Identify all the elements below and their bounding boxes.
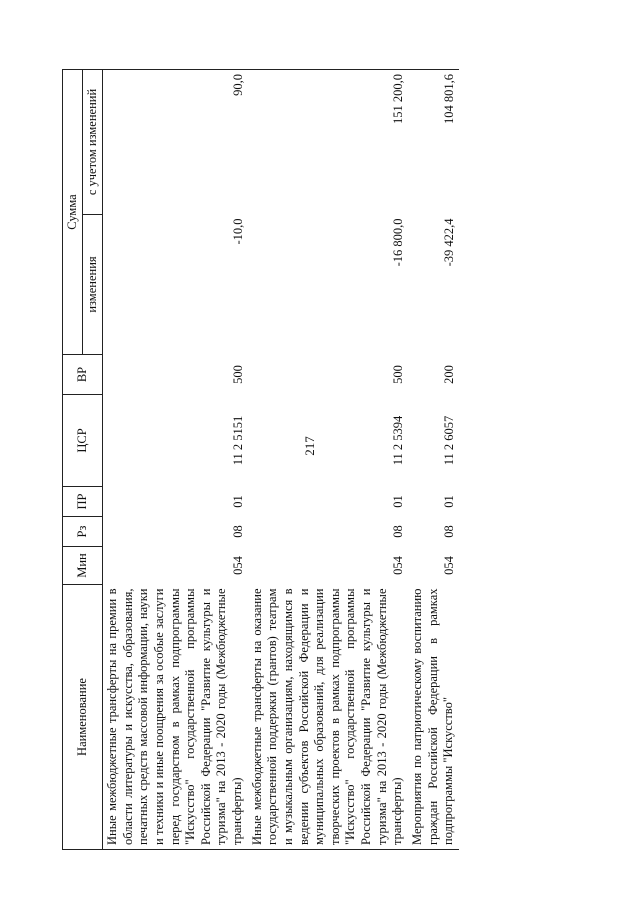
table-row [408, 70, 459, 850]
header-name: Наименование [63, 585, 103, 850]
header-rz: Рз [63, 517, 103, 547]
row-csr: 11 2 6057 [441, 415, 456, 466]
page-number: 217 [301, 436, 317, 456]
row-min: 054 [390, 556, 405, 575]
row-pr: 01 [390, 495, 405, 508]
header-sum: Сумма [63, 70, 83, 355]
row-rz: 08 [441, 525, 456, 538]
header-min: Мин [63, 547, 103, 585]
row-name: Мероприятия по патриотическому воспитанию граждан Российской Федерации в рамках подпрограммы "Искусство" [408, 585, 459, 850]
row-pr: 01 [441, 495, 456, 508]
row-changes: -39 422,4 [441, 218, 456, 267]
row-rz: 08 [390, 525, 405, 538]
row-changes: -16 800,0 [390, 218, 405, 267]
header-pr: ПР [63, 487, 103, 517]
header-row-1 [63, 70, 83, 850]
row-with-changes: 151 200,0 [248, 70, 408, 215]
row-csr: 11 2 5151 [230, 415, 245, 466]
row-csr: 11 2 5394 [390, 415, 405, 466]
header-changes: изменения [83, 215, 103, 355]
row-min: 054 [230, 556, 245, 575]
budget-table [62, 69, 459, 850]
row-vr: 200 [441, 365, 456, 384]
row-pr: 01 [230, 495, 245, 508]
row-with-changes: 90,0 [103, 70, 248, 215]
row-vr: 500 [230, 365, 245, 384]
rotated-table-container [62, 70, 542, 850]
table-row [103, 70, 248, 850]
header-vr: ВР [63, 355, 103, 395]
header-with-changes: с учетом изменений [83, 70, 103, 215]
row-vr: 500 [390, 365, 405, 384]
row-name: Иные межбюджетные трансферты на оказание государственной поддержки (грантов) театрам и музыкальным организациям, находящимся в ведении субъектов Российской Федерации и муниципальных образований, для реализации творческих проектов в рамках подпрограммы "Искусство" государственной программы Российской Федерации "Развитие культуры и туризма" на 2013 - 2020 годы (Межбюджетные трансферты) [248, 585, 408, 850]
row-changes: -10,0 [230, 218, 245, 245]
row-min: 054 [441, 556, 456, 575]
row-rz: 08 [230, 525, 245, 538]
row-with-changes: 104 801,6 [408, 70, 459, 215]
table-row [248, 70, 408, 850]
row-name: Иные межбюджетные трансферты на премии в области литературы и искусства, образования, печатных средств массовой информации, науки и техники и иные поощрения за особые заслуги перед государством в рамках подпрограммы "Искусство" государственной программы Российской Федерации "Развитие культуры и туризма" на 2013 - 2020 годы (Межбюджетные трансферты) [103, 585, 248, 850]
header-csr: ЦСР [63, 395, 103, 487]
